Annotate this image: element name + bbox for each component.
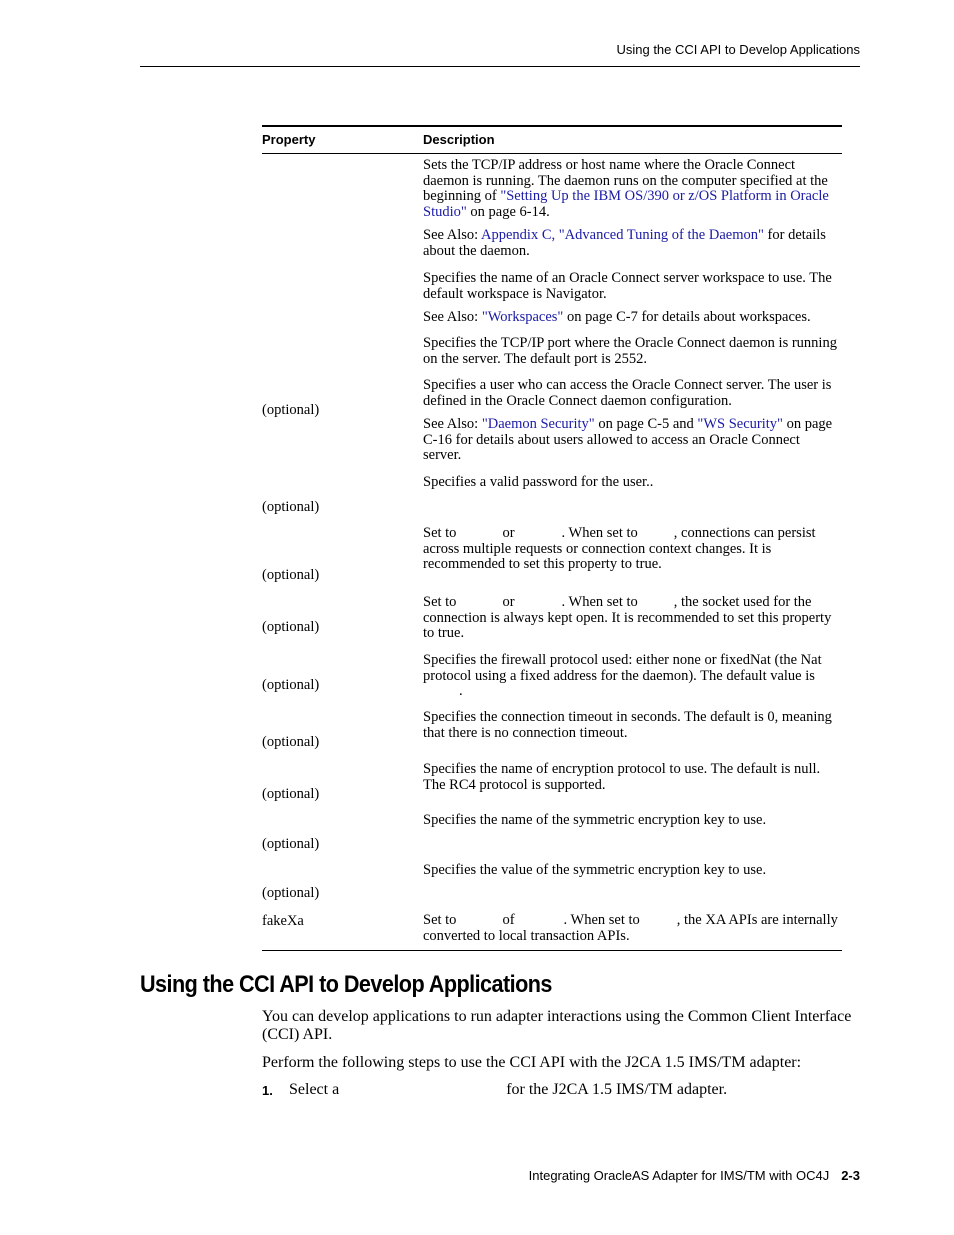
desc-fakexa: Set to of . When set to , the XA APIs are internally converted to local transaction APIs. <box>423 912 838 944</box>
property-table <box>262 125 842 951</box>
optional-label: (optional) <box>262 734 320 750</box>
table-header <box>262 127 842 154</box>
page-footer <box>529 1168 860 1183</box>
col-property: Property <box>262 132 316 147</box>
desc-persistent: Set to or . When set to , connections can persist across multiple requests or connection context changes. It is recommended to set this property to true. <box>423 525 816 573</box>
desc-workspace: Specifies the name of an Oracle Connect server workspace to use. The default workspace is Navigator. See Also: "Workspaces" on page C-7 for details about workspaces. <box>423 270 832 326</box>
desc-encryption-key-name: Specifies the name of the symmetric encryption key to use. <box>423 812 767 828</box>
desc-user: Specifies a user who can access the Oracle Connect server. The user is defined in the Oracle Connect daemon configuration. See Also: "Daemon Security" on page C-5 and "WS Security" on page C-16 for details about users allowed to access an Oracle Connect server. <box>423 377 833 464</box>
header-rule <box>140 66 860 67</box>
optional-label: (optional) <box>262 499 320 515</box>
section-title: Using the CCI API to Develop Applications <box>140 971 552 998</box>
link-appendix-c[interactable]: Appendix C, "Advanced Tuning of the Daemon" <box>481 227 764 244</box>
col-description: Description <box>423 132 495 147</box>
page-number: 2-3 <box>841 1168 860 1183</box>
fakexa-label: fakeXa <box>262 913 304 929</box>
link-workspaces[interactable]: "Workspaces" <box>481 309 564 326</box>
optional-label: (optional) <box>262 619 320 635</box>
desc-firewall-protocol: Specifies the firewall protocol used: either none or fixedNat (the Nat protocol using a fixed address for the daemon). The default value is. <box>423 652 822 700</box>
desc-daemon-host: Sets the TCP/IP address or host name where the Oracle Connect daemon is running. The daemon runs on the computer specified at the beginning of "Setting Up the IBM OS/390 or z/OS Platform in Oracle Studio" on page 6-14. See Also: Appendix C, "Advanced Tuning of the Daemon" for details about the daemon. <box>423 157 829 259</box>
link-daemon-security[interactable]: "Daemon Security" <box>481 416 595 433</box>
intro-paragraph: You can develop applications to run adapter interactions using the Common Client Interface (CCI) API. <box>262 1008 852 1043</box>
step-number: 1. <box>262 1083 273 1098</box>
desc-password: Specifies a valid password for the user.. <box>423 474 654 490</box>
desc-connect-timeout: Specifies the connection timeout in seconds. The default is 0, meaning that there is no connection timeout. <box>423 709 832 741</box>
optional-label: (optional) <box>262 836 320 852</box>
desc-encryption-protocol: Specifies the name of encryption protocol to use. The default is null. The RC4 protocol is supported. <box>423 761 821 793</box>
link-ws-security[interactable]: "WS Security" <box>697 416 783 433</box>
steps-intro: Perform the following steps to use the CCI API with the J2CA 1.5 IMS/TM adapter: <box>262 1054 802 1071</box>
footer-title: Integrating OracleAS Adapter for IMS/TM with OC4J <box>528 1168 830 1183</box>
desc-port: Specifies the TCP/IP port where the Oracle Connect daemon is running on the server. The default port is 2552. <box>423 335 837 367</box>
link-setting-up-platform[interactable]: "Setting Up the IBM OS/390 or z/OS Platform in Oracle Studio" <box>423 188 829 220</box>
optional-label: (optional) <box>262 402 320 418</box>
optional-label: (optional) <box>262 567 320 583</box>
step-text: Select a for the J2CA 1.5 IMS/TM adapter. <box>289 1081 728 1098</box>
optional-label: (optional) <box>262 677 320 693</box>
optional-label: (optional) <box>262 786 320 802</box>
optional-label: (optional) <box>262 885 320 901</box>
desc-keep-alive: Set to or . When set to , the socket used for the connection is always kept open. It is recommended to set this property to true. <box>423 594 832 642</box>
desc-encryption-key-value: Specifies the value of the symmetric encryption key to use. <box>423 862 767 878</box>
running-header: Using the CCI API to Develop Applications <box>616 42 860 57</box>
table-body <box>262 154 842 951</box>
